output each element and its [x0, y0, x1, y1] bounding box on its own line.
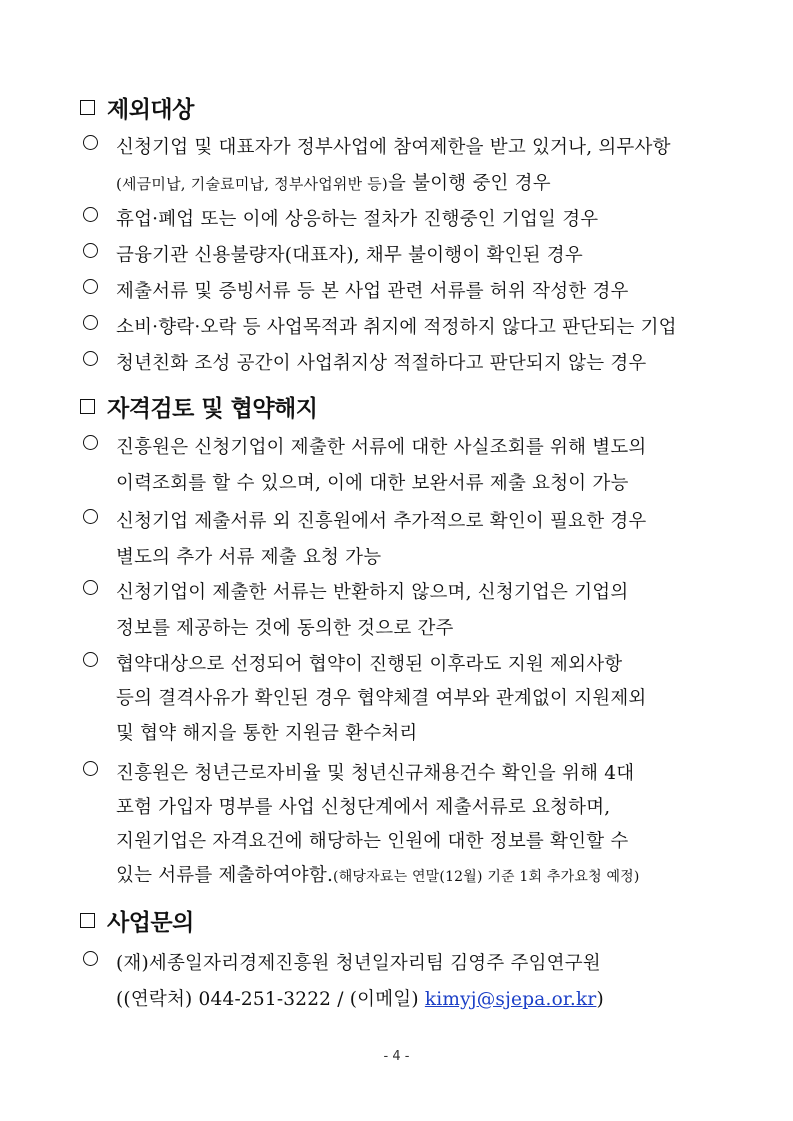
- item-text-continued: 이력조회를 할 수 있으며, 이에 대한 보완서류 제출 요청이 가능: [116, 473, 629, 494]
- item-note: (해당자료는 연말(12월) 기준 1회 추가요청 예정): [333, 869, 640, 885]
- item-note: (세금미납, 기술료미납, 정부사업위반 등): [116, 175, 388, 193]
- item-text: 금융기관 신용불량자(대표자), 채무 불이행이 확인된 경우: [116, 245, 583, 266]
- item-text: 휴업·폐업 또는 이에 상응하는 절차가 진행중인 기업일 경우: [116, 209, 599, 230]
- contact-suffix: ): [596, 989, 604, 1010]
- item-text: 소비·향락·오락 등 사업목적과 취지에 적정하지 않다고 판단되는 기업: [116, 317, 677, 338]
- item-text-continued: 및 협약 해지을 통한 지원금 환수처리: [116, 723, 418, 744]
- item-text: 청년친화 조성 공간이 사업취지상 적절하다고 판단되지 않는 경우: [116, 353, 647, 374]
- checkbox-square-icon: [80, 913, 95, 928]
- bullet-circle-icon: [83, 315, 98, 330]
- section-heading-inquiry: [80, 904, 194, 937]
- bullet-circle-icon: [83, 243, 98, 258]
- item-text-continued: 지원기업은 자격요건에 해당하는 인원에 대한 정보를 확인할 수: [116, 831, 629, 852]
- item-text: 신청기업 및 대표자가 정부사업에 참여제한을 받고 있거나, 의무사항: [116, 137, 671, 158]
- bullet-circle-icon: [83, 951, 98, 966]
- section-title: 자격검토 및 협약해지: [107, 396, 318, 422]
- checkbox-square-icon: [80, 100, 95, 115]
- bullet-circle-icon: [83, 652, 98, 667]
- item-text: (재)세종일자리경제진흥원 청년일자리팀 김영주 주임연구원: [116, 953, 601, 974]
- item-text-continued: 등의 결격사유가 확인된 경우 협약체결 여부와 관계없이 지원제외: [116, 688, 647, 709]
- bullet-circle-icon: [83, 351, 98, 366]
- item-text-continued: 정보를 제공하는 것에 동의한 것으로 간주: [116, 618, 454, 639]
- item-text: 제출서류 및 증빙서류 등 본 사업 관련 서류를 허위 작성한 경우: [116, 281, 629, 302]
- bullet-circle-icon: [83, 279, 98, 294]
- section-title: 사업문의: [107, 910, 194, 936]
- item-text-main: 있는 서류를 제출하여야함.: [116, 865, 334, 886]
- item-text: 진흥원은 신청기업이 제출한 서류에 대한 사실조회를 위해 별도의: [116, 437, 647, 458]
- email-link[interactable]: kimyj@sjepa.or.kr: [424, 989, 597, 1010]
- section-title: 제외대상: [107, 97, 194, 123]
- bullet-circle-icon: [83, 580, 98, 595]
- contact-prefix: ((연락처) 044-251-3222 / (이메일): [116, 989, 425, 1010]
- item-text-continued: [116, 861, 640, 887]
- item-text: 신청기업이 제출한 서류는 반환하지 않으며, 신청기업은 기업의: [116, 582, 629, 603]
- item-text: 신청기업 제출서류 외 진흥원에서 추가적으로 확인이 필요한 경우: [116, 511, 647, 532]
- bullet-circle-icon: [83, 435, 98, 450]
- checkbox-square-icon: [80, 399, 95, 414]
- section-heading-eligibility: [80, 390, 317, 423]
- bullet-circle-icon: [83, 207, 98, 222]
- bullet-circle-icon: [83, 135, 98, 150]
- contact-line: [116, 985, 604, 1011]
- item-text-rest: 을 불이행 중인 경우: [388, 173, 551, 194]
- item-text: 협약대상으로 선정되어 협약이 진행된 이후라도 지원 제외사항: [116, 654, 623, 675]
- bullet-circle-icon: [83, 761, 98, 776]
- page-number: - 4 -: [383, 1049, 410, 1064]
- bullet-circle-icon: [83, 509, 98, 524]
- item-text-continued: [116, 169, 551, 195]
- section-heading-exclusions: [80, 91, 194, 124]
- item-text: 진흥원은 청년근로자비율 및 청년신규채용건수 확인을 위해 4대: [116, 763, 635, 784]
- item-text-continued: 별도의 추가 서류 제출 요청 가능: [116, 547, 382, 568]
- item-text-continued: 포험 가입자 명부를 사업 신청단계에서 제출서류로 요청하며,: [116, 797, 611, 818]
